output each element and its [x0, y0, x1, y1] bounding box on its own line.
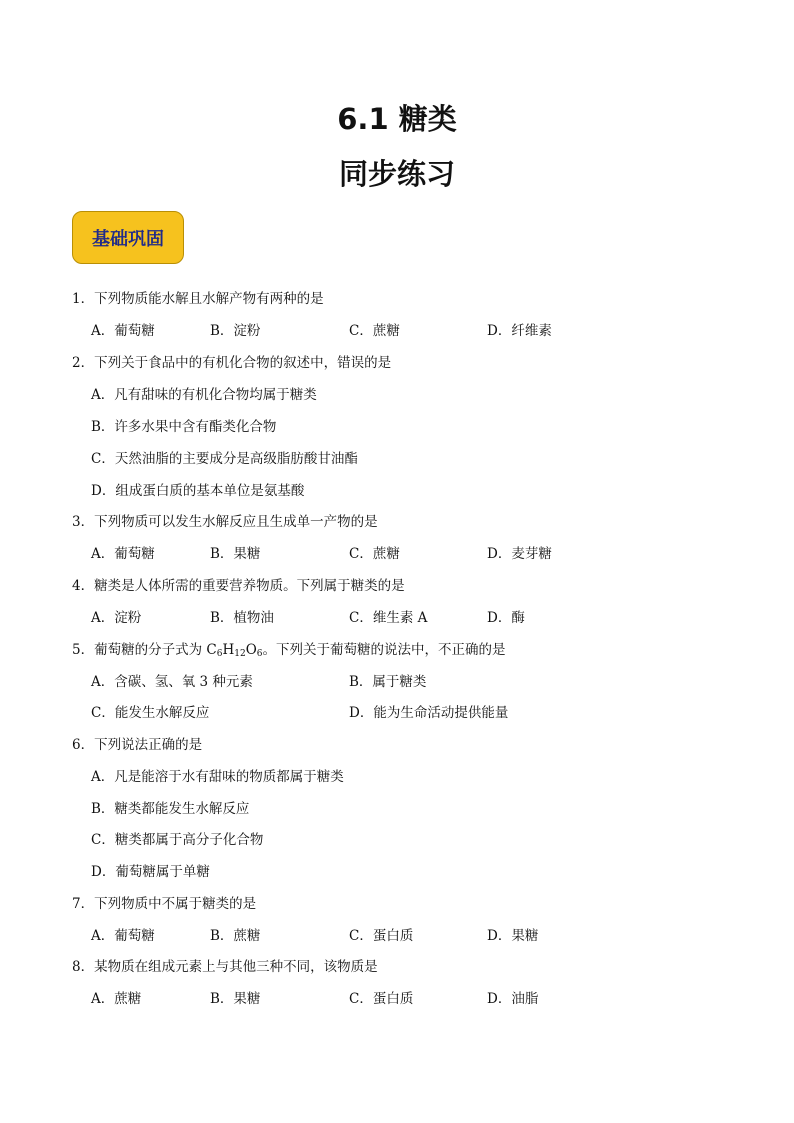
q4-option-a[interactable]: A．淀粉 [91, 610, 142, 626]
q1-option-d[interactable]: D．纤维素 [487, 323, 552, 339]
q2-option-a[interactable]: A．凡有甜味的有机化合物均属于糖类 [91, 387, 317, 403]
q4-option-b[interactable]: B．植物油 [210, 610, 274, 626]
page-title: 6.1 糖类 [337, 102, 457, 136]
question-1: 1．下列物质能水解且水解产物有两种的是 [72, 291, 324, 307]
q5-option-c[interactable]: C．能发生水解反应 [91, 705, 210, 721]
q8-option-c[interactable]: C．蛋白质 [349, 991, 414, 1007]
q2-option-c[interactable]: C．天然油脂的主要成分是高级脂肪酸甘油酯 [91, 451, 358, 467]
q5-stem-before: 5．葡萄糖的分子式为 C [72, 642, 217, 658]
q1-option-a[interactable]: A．葡萄糖 [91, 323, 155, 339]
q3-option-b[interactable]: B．果糖 [210, 546, 261, 562]
q3-option-c[interactable]: C．蔗糖 [349, 546, 400, 562]
q5-option-b[interactable]: B．属于糖类 [349, 674, 427, 690]
q8-option-a[interactable]: A．蔗糖 [91, 991, 142, 1007]
q5-stem-after: 。下列关于葡萄糖的说法中，不正确的是 [262, 642, 506, 658]
question-7: 7．下列物质中不属于糖类的是 [72, 896, 257, 912]
q8-option-b[interactable]: B．果糖 [210, 991, 261, 1007]
question-8: 8．某物质在组成元素上与其他三种不同，该物质是 [72, 959, 378, 975]
q7-option-b[interactable]: B．蔗糖 [210, 928, 261, 944]
q4-option-c[interactable]: C．维生素 A [349, 610, 428, 626]
q2-option-b[interactable]: B．许多水果中含有酯类化合物 [91, 419, 277, 435]
q6-option-b[interactable]: B．糖类都能发生水解反应 [91, 801, 250, 817]
q3-option-a[interactable]: A．葡萄糖 [91, 546, 155, 562]
q8-option-d[interactable]: D．油脂 [487, 991, 539, 1007]
question-2: 2．下列关于食品中的有机化合物的叙述中，错误的是 [72, 355, 392, 371]
q6-option-a[interactable]: A．凡是能溶于水有甜味的物质都属于糖类 [91, 769, 344, 785]
q5-option-d[interactable]: D．能为生命活动提供能量 [349, 705, 509, 721]
q3-option-d[interactable]: D．麦芽糖 [487, 546, 552, 562]
question-3: 3．下列物质可以发生水解反应且生成单一产物的是 [72, 514, 378, 530]
formula-sub-c: 6 [216, 649, 223, 659]
q1-option-c[interactable]: C．蔗糖 [349, 323, 400, 339]
q7-option-c[interactable]: C．蛋白质 [349, 928, 414, 944]
question-6: 6．下列说法正确的是 [72, 737, 203, 753]
question-4: 4．糖类是人体所需的重要营养物质。下列属于糖类的是 [72, 578, 405, 594]
q7-option-a[interactable]: A．葡萄糖 [91, 928, 155, 944]
formula-sub-h: 12 [234, 649, 246, 659]
q1-option-b[interactable]: B．淀粉 [210, 323, 261, 339]
formula-sub-o: 6 [256, 649, 263, 659]
q6-option-c[interactable]: C．糖类都属于高分子化合物 [91, 832, 264, 848]
q5-option-a[interactable]: A．含碳、氢、氧 3 种元素 [91, 674, 253, 690]
formula-o: O [245, 642, 257, 658]
q7-option-d[interactable]: D．果糖 [487, 928, 539, 944]
q2-option-d[interactable]: D．组成蛋白质的基本单位是氨基酸 [91, 483, 305, 499]
section-badge: 基础巩固 [72, 211, 184, 264]
formula-h: H [222, 642, 235, 658]
page-subtitle: 同步练习 [338, 157, 455, 191]
q4-option-d[interactable]: D．酶 [487, 610, 525, 626]
question-5 [72, 641, 506, 659]
q6-option-d[interactable]: D．葡萄糖属于单糖 [91, 864, 210, 880]
